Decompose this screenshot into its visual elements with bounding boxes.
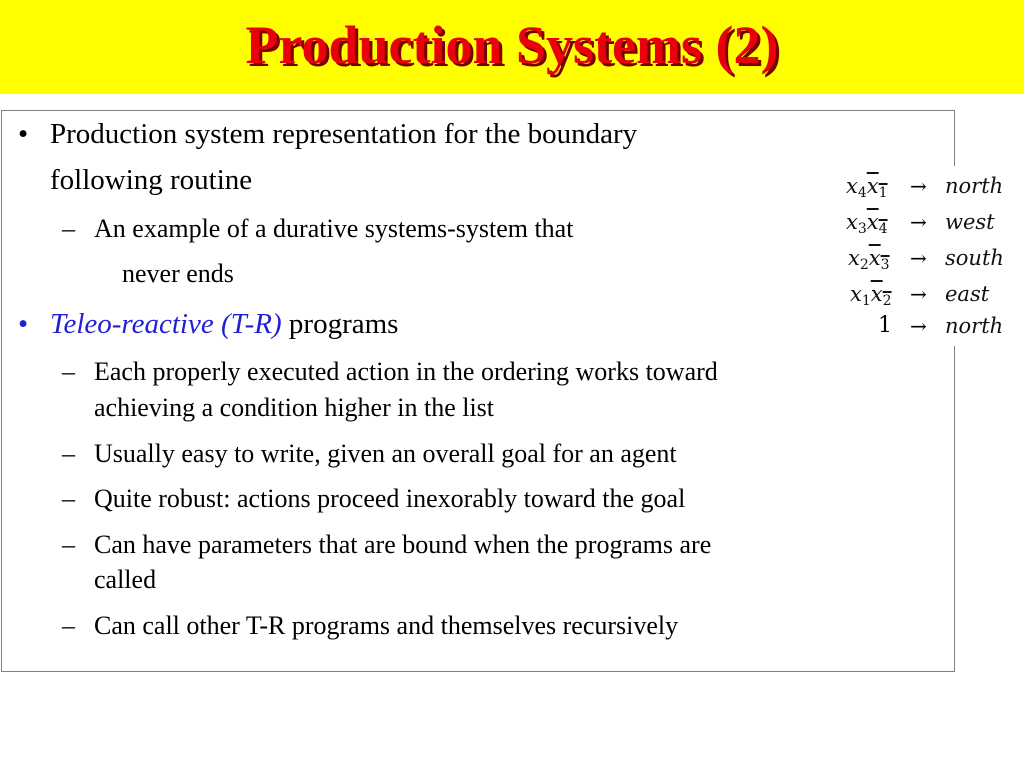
rule-action: north <box>945 174 1004 198</box>
sub-2-3-line-1: Quite robust: actions proceed inexorably toward the goal <box>94 484 686 513</box>
rule-2 <box>840 206 1020 238</box>
rule-action: north <box>945 314 1004 338</box>
rule-condition: $x_3x_4$ <box>846 210 888 237</box>
arrow-icon: → <box>910 174 927 198</box>
rule-action: south <box>945 246 1004 270</box>
bullet-2-line <box>50 306 398 342</box>
rule-condition-constant: 1 <box>878 313 892 338</box>
sub-2-5-line-1: Can call other T-R programs and themselves recursively <box>94 611 679 640</box>
production-rules <box>840 166 1020 346</box>
bullet-icon: • <box>18 118 29 150</box>
arrow-icon: → <box>910 314 927 338</box>
rule-5 <box>840 310 1020 342</box>
slide-title: Production Systems (2) <box>245 15 779 75</box>
bullet-1-line-2: following routine <box>50 164 253 196</box>
rule-condition: $x_1x_2$ <box>850 282 892 309</box>
dash-icon: – <box>62 611 75 640</box>
teleo-reactive-term: Teleo-reactive (T-R) <box>50 308 282 340</box>
dash-icon: – <box>62 357 75 386</box>
arrow-icon: → <box>910 210 927 234</box>
bullet-icon: • <box>18 308 29 340</box>
sub-2-4-line-1: Can have parameters that are bound when the programs are <box>94 530 712 559</box>
rule-3 <box>840 242 1020 274</box>
sub-2-2-line-1: Usually easy to write, given an overall goal for an agent <box>94 439 677 468</box>
rule-1 <box>840 170 1020 202</box>
rule-condition: $x_4x_1$ <box>846 174 888 201</box>
arrow-icon: → <box>910 246 927 270</box>
rule-action: east <box>945 282 990 306</box>
dash-icon: – <box>62 530 75 559</box>
bullet-1-sub-line-1: An example of a durative systems-system that <box>94 214 574 243</box>
rule-4 <box>840 278 1020 310</box>
bullet-1-line-1: Production system representation for the boundary <box>50 118 638 150</box>
rule-condition: $x_2x_3$ <box>848 246 890 273</box>
sub-2-1-line-2: achieving a condition higher in the list <box>94 393 495 422</box>
arrow-icon: → <box>910 282 927 306</box>
dash-icon: – <box>62 214 75 243</box>
bullet-1-sub-line-2: never ends <box>122 259 234 288</box>
dash-icon: – <box>62 484 75 513</box>
rule-action: west <box>945 210 995 234</box>
sub-2-4-line-2: called <box>94 565 157 594</box>
sub-2-1-line-1: Each properly executed action in the ordering works toward <box>94 357 718 386</box>
dash-icon: – <box>62 439 75 468</box>
bullet-2-rest: programs <box>281 308 399 340</box>
